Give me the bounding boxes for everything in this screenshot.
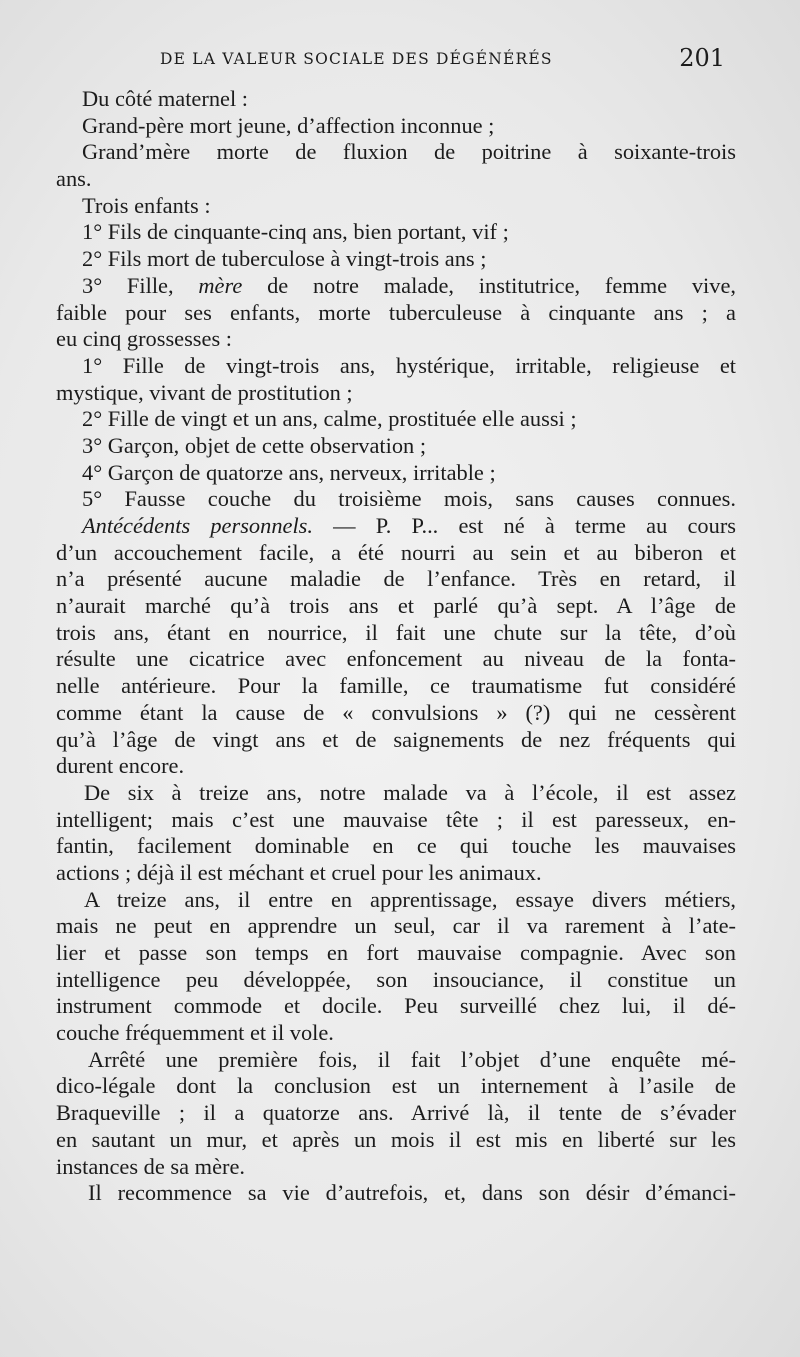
text-line: Arrêté une première fois, il fait l’objet d’une enquête mé- <box>88 1046 736 1072</box>
text-line: A treize ans, il entre en apprentissage, essaye divers métiers, <box>84 886 736 912</box>
text-line: n’aurait marché qu’à trois ans et parlé qu’à sept. A l’âge de <box>56 593 736 619</box>
text-line: actions ; déjà il est méchant et cruel pour les animaux. <box>56 859 542 885</box>
text-line: Grand’mère morte de fluxion de poitrine à soixante-trois <box>82 139 736 165</box>
text-line: fantin, facilement dominable en ce qui touche les mauvaises <box>56 833 736 859</box>
text-line: Du côté maternel : <box>82 86 248 111</box>
text-line: résulte une cicatrice avec enfoncement au niveau de la fonta- <box>56 646 736 672</box>
text-line: 2° Fille de vingt et un ans, calme, prostituée elle aussi ; <box>82 406 577 432</box>
page-header <box>150 44 725 76</box>
text-line: faible pour ses enfants, morte tuberculeuse à cinquante ans ; a <box>56 299 736 325</box>
text-line: Antécédents personnels. — P. P... est né à terme au cours <box>82 513 736 538</box>
text-line: De six à treize ans, notre malade va à l’école, il est assez <box>84 779 736 805</box>
text-line: 3° Fille, mère de notre malade, institutrice, femme vive, <box>82 272 737 298</box>
text-line: trois ans, étant en nourrice, il fait une chute sur la tête, d’où <box>56 619 736 645</box>
text-line: lier et passe son temps en fort mauvaise compagnie. Avec son <box>56 940 736 965</box>
text-line: 1° Fille de vingt-trois ans, hystérique, irritable, religieuse et <box>82 352 736 378</box>
body-text <box>56 86 736 1207</box>
text-line: Il recommence sa vie d’autrefois, et, dans son désir d’émanci- <box>88 1180 736 1206</box>
text-line: Braqueville ; il a quatorze ans. Arrivé là, il tente de s’évader <box>56 1100 736 1126</box>
text-line: Grand-père mort jeune, d’affection inconnue ; <box>82 112 495 138</box>
text-line: intelligence peu développée, son insouciance, il constitue un <box>56 966 736 992</box>
text-line: ans. <box>56 166 92 192</box>
text-line: Trois enfants : <box>82 192 211 218</box>
text-line: mystique, vivant de prostitution ; <box>56 379 353 405</box>
text-line: mais ne peut en apprendre un seul, car il va rarement à l’ate- <box>56 913 736 939</box>
page-number: 201 <box>679 44 725 72</box>
text-line: n’a présenté aucune maladie de l’enfance. Très en retard, il <box>56 566 736 592</box>
section-heading: Antécédents personnels. <box>82 513 313 538</box>
text-line: 3° Garçon, objet de cette observation ; <box>82 432 427 458</box>
text-line: qu’à l’âge de vingt ans et de saignements de nez fréquents qui <box>56 726 736 752</box>
text-line: 1° Fils de cinquante-cinq ans, bien portant, vif ; <box>82 219 509 245</box>
text-line: d’un accouchement facile, a été nourri au sein et au biberon et <box>56 539 736 565</box>
running-title: DE LA VALEUR SOCIALE DES DÉGÉNÉRÉS <box>160 50 553 68</box>
text-line: comme étant la cause de « convulsions » (?) qui ne cessèrent <box>56 699 736 725</box>
text-line: eu cinq grossesses : <box>56 326 232 352</box>
text-line: durent encore. <box>56 753 185 779</box>
emphasis: mère <box>198 272 243 298</box>
text-line: intelligent; mais c’est une mauvaise tête ; il est paresseux, en- <box>56 806 736 832</box>
text-line: 5° Fausse couche du troisième mois, sans causes connues. <box>82 486 736 512</box>
text-line: en sautant un mur, et après un mois il est mis en liberté sur les <box>56 1126 736 1152</box>
text-line: nelle antérieure. Pour la famille, ce traumatisme fut considéré <box>56 673 736 699</box>
text-line: 4° Garçon de quatorze ans, nerveux, irritable ; <box>82 459 496 485</box>
text-line: dico-légale dont la conclusion est un internement à l’asile de <box>56 1073 736 1099</box>
text-line: couche fréquemment et il vole. <box>56 1020 334 1046</box>
text-line: instrument commode et docile. Peu surveillé chez lui, il dé- <box>56 993 736 1019</box>
text-line: instances de sa mère. <box>56 1153 245 1179</box>
text-line: 2° Fils mort de tuberculose à vingt-trois ans ; <box>82 246 487 272</box>
